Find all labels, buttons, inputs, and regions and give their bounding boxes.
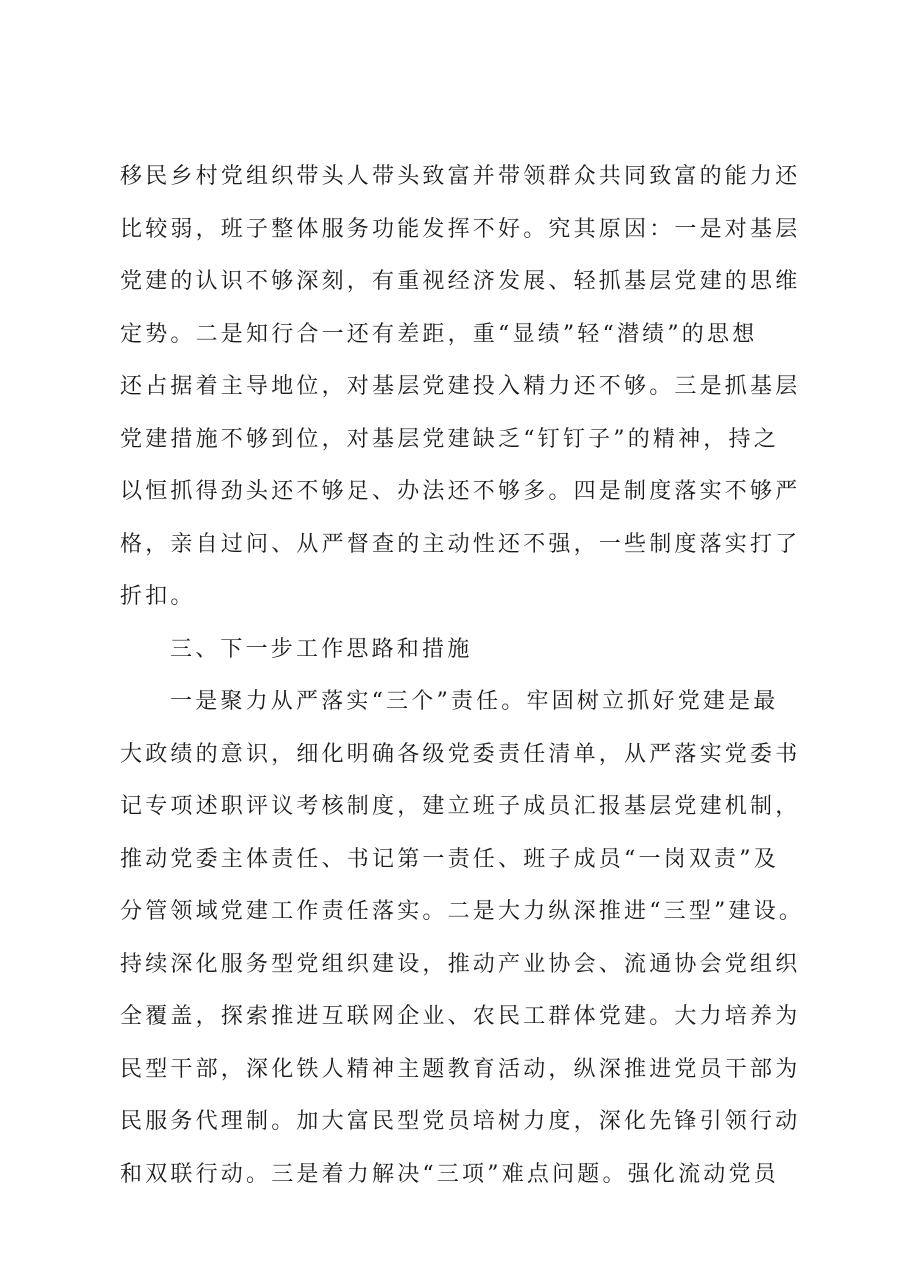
text-line: 格，亲自过问、从严督查的主动性还不强，一些制度落实打了 xyxy=(120,531,801,557)
paragraph-start-line: 一是聚力从严落实“三个”责任。牢固树立抓好党建是最 xyxy=(170,689,779,714)
text-line: 民型干部，深化铁人精神主题教育活动，纵深推进党员干部为 xyxy=(120,1056,801,1082)
text-line: 民服务代理制。加大富民型党员培树力度，深化先锋引领行动 xyxy=(120,1109,801,1134)
text-line: 还占据着主导地位，对基层党建投入精力还不够。三是抓基层 xyxy=(120,374,801,399)
text-line: 移民乡村党组织带头人带头致富并带领群众共同致富的能力还 xyxy=(120,164,801,189)
text-line: 分管领域党建工作责任落实。二是大力纵深推进“三型”建设。 xyxy=(120,899,805,924)
text-line: 持续深化服务型党组织建设，推动产业协会、流通协会党组织 xyxy=(120,951,801,977)
section-heading: 三、下一步工作思路和措施 xyxy=(170,636,473,662)
text-line: 大政绩的意识，细化明确各级党委责任清单，从严落实党委书 xyxy=(120,741,801,767)
text-line: 全覆盖，探索推进互联网企业、农民工群体党建。大力培养为 xyxy=(120,1004,801,1029)
text-line: 以恒抓得劲头还不够足、办法还不够多。四是制度落实不够严 xyxy=(120,479,801,504)
body-text xyxy=(120,151,810,1201)
text-line: 党建措施不够到位，对基层党建缺乏“钉钉子”的精神，持之 xyxy=(120,426,779,452)
text-line: 党建的认识不够深刻，有重视经济发展、轻抓基层党建的思维 xyxy=(120,269,801,294)
text-line: 推动党委主体责任、书记第一责任、班子成员“一岗双责”及 xyxy=(120,846,779,872)
text-line: 和双联行动。三是着力解决“三项”难点问题。强化流动党员 xyxy=(120,1161,779,1187)
text-line: 定势。二是知行合一还有差距，重“显绩”轻“潜绩”的思想 xyxy=(120,321,758,347)
text-line: 比较弱，班子整体服务功能发挥不好。究其原因：一是对基层 xyxy=(120,216,801,242)
text-line: 折扣。 xyxy=(120,584,196,609)
text-line: 记专项述职评议考核制度，建立班子成员汇报基层党建机制， xyxy=(120,794,801,819)
